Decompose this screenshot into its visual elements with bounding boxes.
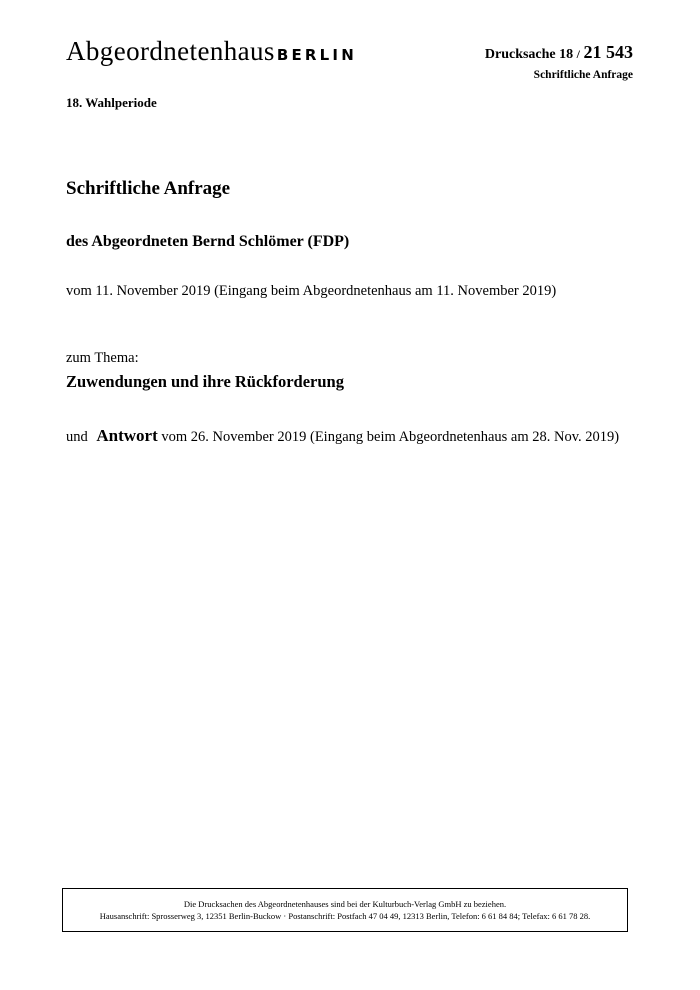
document-number: 21 543	[583, 42, 633, 62]
submission-date-line: vom 11. November 2019 (Eingang beim Abgeordnetenhaus am 11. November 2019)	[66, 283, 557, 299]
footer-notice	[62, 888, 628, 932]
document-number-line	[485, 43, 633, 64]
author-line: des Abgeordneten Bernd Schlömer (FDP)	[66, 233, 350, 250]
logo-city: BERLIN	[276, 46, 357, 64]
footer-line-distribution: Die Drucksachen des Abgeordnetenhauses sind bei der Kulturbuch-Verlag GmbH zu beziehen.	[183, 899, 507, 909]
parliament-logo	[66, 38, 357, 65]
document-type: Schriftliche Anfrage	[533, 69, 633, 81]
topic-title: Zuwendungen und ihre Rückforderung	[66, 372, 344, 391]
topic-label: zum Thema:	[66, 350, 139, 366]
answer-prefix: und	[66, 429, 88, 445]
document-number-separator: /	[576, 47, 580, 61]
answer-word: Antwort	[96, 426, 158, 445]
document-label: Drucksache 18	[484, 47, 574, 62]
page-title: Schriftliche Anfrage	[66, 178, 231, 199]
answer-line	[66, 426, 619, 446]
legislative-period: 18. Wahlperiode	[66, 95, 157, 110]
logo-name: Abgeordnetenhaus	[66, 36, 275, 66]
answer-date: vom 26. November 2019 (Eingang beim Abgeordnetenhaus am 28. Nov. 2019)	[161, 429, 620, 445]
document-reference	[485, 43, 633, 81]
footer-line-address: Hausanschrift: Sprosserweg 3, 12351 Berlin-Buckow · Postanschrift: Postfach 47 04 49, 12313 Berlin, Telefon: 6 61 84 84; Telefax: 6 61 78 28.	[99, 911, 591, 921]
